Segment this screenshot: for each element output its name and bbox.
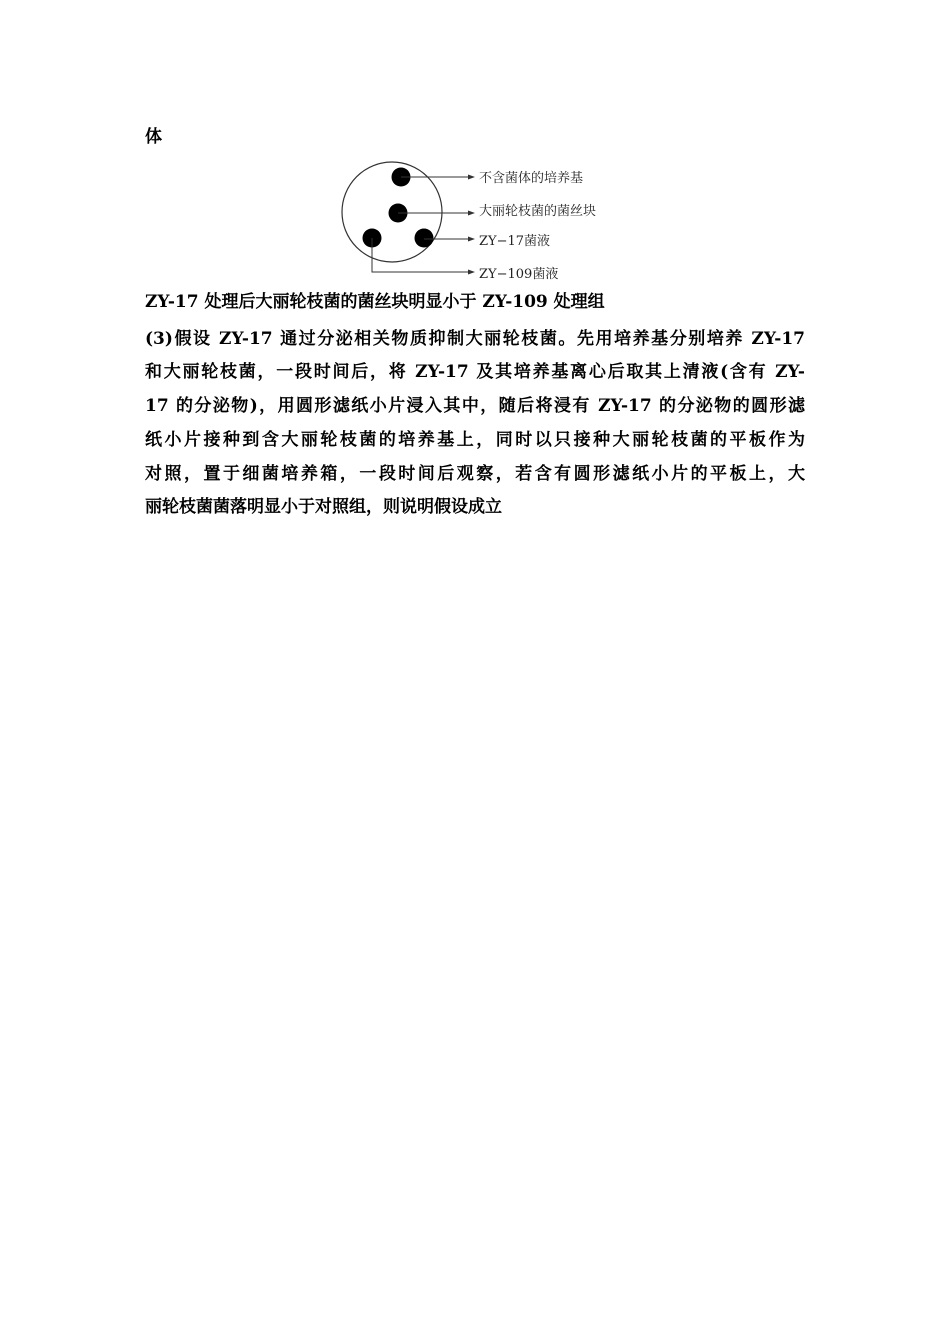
label-zy17-liquid: ZY−17菌液 — [479, 234, 551, 249]
paragraph-3-line: 17 的分泌物)，用圆形滤纸小片浸入其中，随后将浸有 ZY-17 的分泌物的圆形滤 — [145, 396, 805, 416]
arrow-head-1 — [468, 175, 475, 180]
label-mycelium-block: 大丽轮枝菌的菌丝块 — [479, 204, 597, 219]
arrow-head-2 — [468, 211, 475, 216]
paragraph-3-line: 丽轮枝菌菌落明显小于对照组，则说明假设成立 — [145, 497, 502, 517]
arrow-head-3 — [468, 237, 475, 242]
spot-zy17 — [415, 229, 434, 248]
figure-caption: ZY-17 处理后大丽轮枝菌的菌丝块明显小于 ZY-109 处理组 — [145, 292, 605, 312]
paragraph-3-line: (3)假设 ZY-17 通过分泌相关物质抑制大丽轮枝菌。先用培养基分别培养 ZY-17 — [145, 329, 805, 349]
top-text-fragment: 体 — [145, 127, 162, 147]
paragraph-3-line: 对照，置于细菌培养箱，一段时间后观察，若含有圆形滤纸小片的平板上，大 — [145, 464, 805, 484]
label-zy109-liquid: ZY−109菌液 — [479, 267, 559, 282]
label-no-bacteria-medium: 不含菌体的培养基 — [479, 171, 584, 186]
petri-dish-figure — [330, 150, 630, 290]
petri-dish-diagram — [330, 150, 630, 290]
paragraph-3-line: 纸小片接种到含大丽轮枝菌的培养基上，同时以只接种大丽轮枝菌的平板作为 — [145, 430, 805, 450]
paragraph-3-line: 和大丽轮枝菌，一段时间后，将 ZY-17 及其培养基离心后取其上清液(含有 ZY- — [145, 362, 805, 382]
arrow-head-4 — [468, 270, 475, 275]
